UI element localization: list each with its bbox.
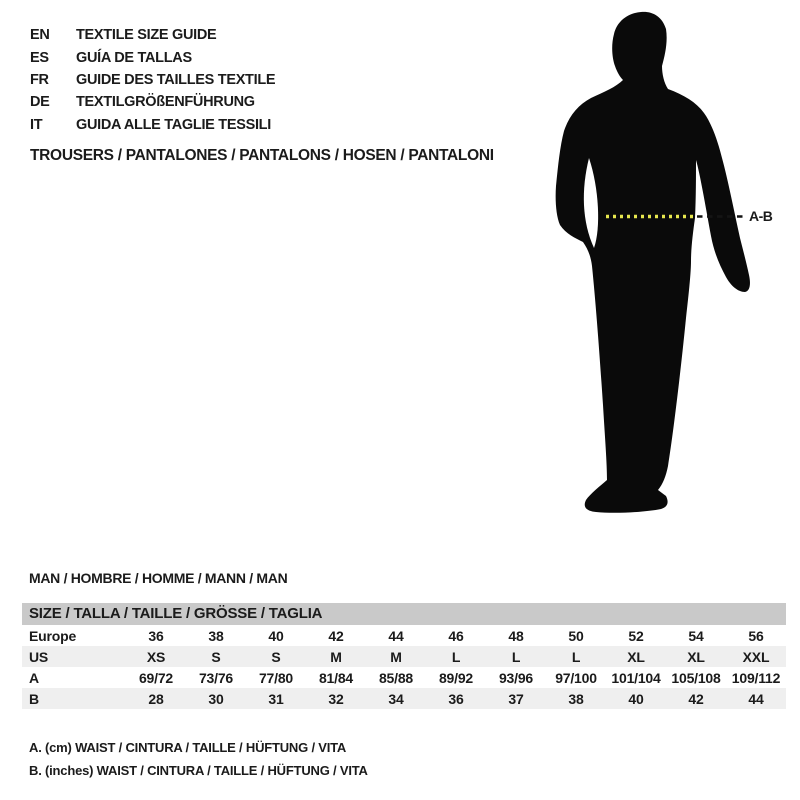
- language-label: GUIDE DES TAILLES TEXTILE: [76, 71, 276, 88]
- table-cell: 37: [508, 690, 524, 707]
- language-guide: [30, 24, 275, 136]
- table-cell: 32: [328, 690, 344, 707]
- man-silhouette: [556, 12, 750, 513]
- footnotes: [29, 737, 368, 782]
- section-title-man: MAN / HOMBRE / HOMME / MANN / MAN: [29, 570, 288, 586]
- table-cell: 109/112: [731, 669, 781, 686]
- table-cell: L: [451, 648, 461, 665]
- table-cell: 42: [328, 627, 344, 644]
- table-cell: S: [211, 648, 221, 665]
- table-cell: 31: [268, 690, 284, 707]
- table-row: [22, 646, 786, 667]
- language-row: [30, 69, 275, 91]
- table-cell: XL: [687, 648, 705, 665]
- table-cell: 36: [448, 690, 464, 707]
- table-cell: L: [511, 648, 521, 665]
- table-cell: 38: [568, 690, 584, 707]
- language-label: TEXTILE SIZE GUIDE: [76, 27, 217, 44]
- table-cell: 28: [148, 690, 164, 707]
- table-cell: M: [330, 648, 342, 665]
- table-row: [22, 667, 786, 688]
- language-label: GUIDA ALLE TAGLIE TESSILI: [76, 116, 271, 133]
- table-cell: 42: [688, 690, 704, 707]
- language-label: GUÍA DE TALLAS: [76, 49, 192, 66]
- table-cell: 44: [388, 627, 404, 644]
- category-title: TROUSERS / PANTALONES / PANTALONS / HOSEN / PANTALONI: [30, 147, 494, 164]
- table-cell: 36: [148, 627, 164, 644]
- table-cell: 34: [388, 690, 404, 707]
- table-cell: 30: [208, 690, 224, 707]
- row-label: Europe: [29, 627, 77, 644]
- footnote-inches: B. (inches) WAIST / CINTURA / TAILLE / HÜFTUNG / VITA: [29, 762, 368, 778]
- table-cell: 56: [748, 627, 764, 644]
- language-code: EN: [30, 27, 50, 44]
- size-table-body: [22, 625, 786, 709]
- table-cell: 40: [268, 627, 284, 644]
- table-cell: 97/100: [555, 669, 597, 686]
- table-cell: 81/84: [318, 669, 354, 686]
- table-cell: XL: [627, 648, 645, 665]
- language-row: [30, 114, 275, 136]
- footnote-cm: A. (cm) WAIST / CINTURA / TAILLE / HÜFTUNG / VITA: [29, 740, 347, 755]
- table-cell: 38: [208, 627, 224, 644]
- table-cell: 105/108: [671, 669, 721, 686]
- table-cell: L: [571, 648, 581, 665]
- table-cell: 48: [508, 627, 524, 644]
- table-cell: 46: [448, 627, 464, 644]
- row-label: US: [29, 648, 49, 665]
- table-cell: M: [390, 648, 402, 665]
- size-table-header: SIZE / TALLA / TAILLE / GRÖSSE / TAGLIA: [22, 603, 786, 625]
- table-cell: XXL: [742, 648, 770, 665]
- language-code: IT: [30, 116, 43, 133]
- language-row: [30, 91, 275, 113]
- table-cell: 101/104: [611, 669, 661, 686]
- table-cell: 77/80: [258, 669, 294, 686]
- table-cell: XS: [146, 648, 166, 665]
- language-code: FR: [30, 71, 49, 88]
- table-row: [22, 688, 786, 709]
- table-cell: 69/72: [138, 669, 174, 686]
- table-cell: 44: [748, 690, 764, 707]
- language-row: [30, 46, 275, 68]
- language-row: [30, 24, 275, 46]
- table-cell: 52: [628, 627, 644, 644]
- table-cell: 50: [568, 627, 584, 644]
- measure-label: A-B: [749, 208, 773, 224]
- size-table: [22, 603, 786, 709]
- row-label: B: [29, 690, 39, 707]
- table-cell: 85/88: [378, 669, 414, 686]
- language-label: TEXTILGRÖßENFÜHRUNG: [76, 94, 255, 111]
- row-label: A: [29, 669, 39, 686]
- table-cell: 54: [688, 627, 704, 644]
- table-cell: 73/76: [198, 669, 234, 686]
- table-cell: 40: [628, 690, 644, 707]
- table-cell: 89/92: [438, 669, 474, 686]
- language-code: DE: [30, 94, 50, 111]
- table-cell: 93/96: [498, 669, 534, 686]
- language-code: ES: [30, 49, 49, 66]
- table-row: [22, 625, 786, 646]
- table-cell: S: [271, 648, 281, 665]
